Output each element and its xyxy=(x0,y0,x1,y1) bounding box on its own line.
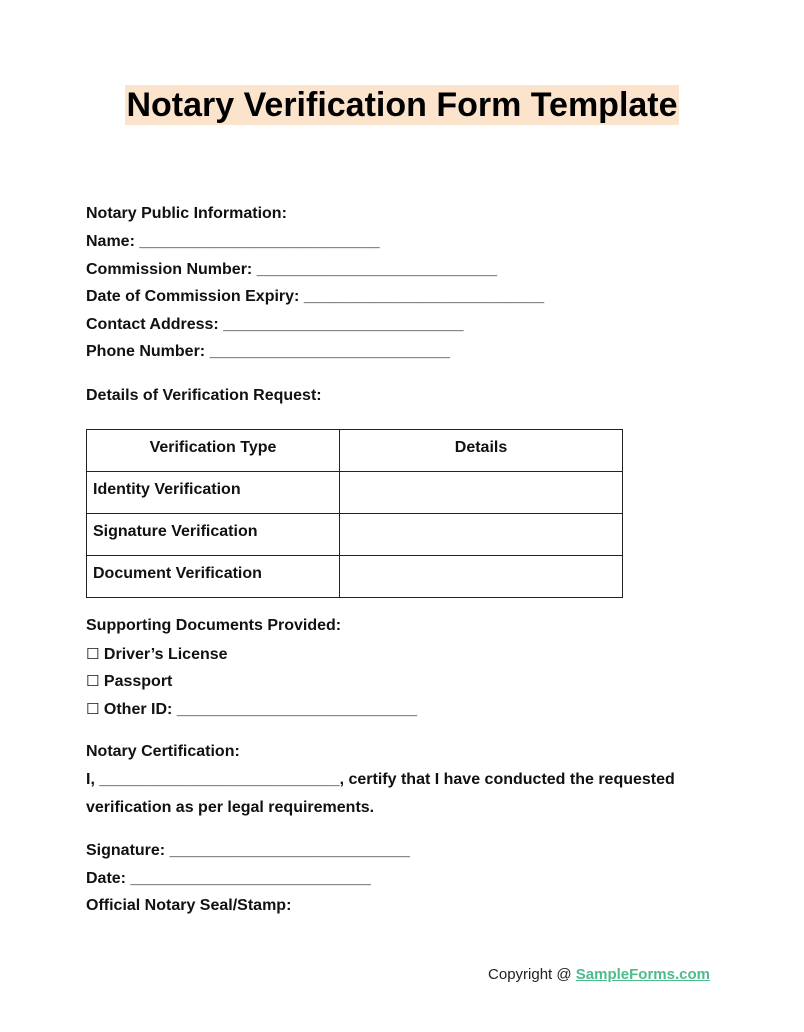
verification-type-cell: Document Verification xyxy=(87,556,340,598)
copyright-prefix: Copyright @ xyxy=(488,966,576,983)
option-label: Other ID: xyxy=(103,701,173,718)
details-cell[interactable] xyxy=(340,472,623,514)
field-label: Date: xyxy=(86,870,127,887)
field-blank[interactable]: ___________________________ xyxy=(256,261,497,278)
supporting-docs-heading: Supporting Documents Provided: xyxy=(86,617,342,634)
phone-number-field[interactable] xyxy=(86,342,450,362)
field-blank[interactable]: ___________________________ xyxy=(169,842,410,859)
certification-heading: Notary Certification: xyxy=(86,743,240,760)
field-blank[interactable]: ___________________________ xyxy=(130,870,371,887)
table-row xyxy=(87,472,623,514)
table-header-row xyxy=(87,430,623,472)
field-label: Name: xyxy=(86,233,135,250)
contact-address-field[interactable] xyxy=(86,315,463,335)
table-row xyxy=(87,514,623,556)
verification-type-cell: Signature Verification xyxy=(87,514,340,556)
option-label: Passport xyxy=(103,673,173,690)
certifier-name-blank[interactable]: ___________________________ xyxy=(99,771,340,788)
field-label: Commission Number: xyxy=(86,261,253,278)
verification-table xyxy=(86,429,623,598)
table-row xyxy=(87,556,623,598)
certification-prefix: I, xyxy=(86,771,100,788)
verification-type-cell: Identity Verification xyxy=(87,472,340,514)
request-heading: Details of Verification Request: xyxy=(86,387,322,404)
commission-number-field[interactable] xyxy=(86,260,497,280)
field-label: Phone Number: xyxy=(86,343,206,360)
signature-field[interactable] xyxy=(86,841,410,861)
checkbox-icon[interactable]: ☐ xyxy=(86,645,100,663)
page-title: Notary Verification Form Template xyxy=(126,86,678,124)
details-cell[interactable] xyxy=(340,514,623,556)
checkbox-icon[interactable]: ☐ xyxy=(86,672,100,690)
field-blank[interactable]: ___________________________ xyxy=(176,701,418,718)
field-label: Date of Commission Expiry: xyxy=(86,288,300,305)
field-blank[interactable]: ___________________________ xyxy=(209,343,450,360)
passport-option[interactable] xyxy=(86,671,172,692)
column-header-type: Verification Type xyxy=(87,430,340,472)
certification-suffix: , certify that I have conducted the requested xyxy=(339,771,675,788)
copyright-footer xyxy=(488,966,710,983)
checkbox-icon[interactable]: ☐ xyxy=(86,700,100,718)
field-blank[interactable]: ___________________________ xyxy=(139,233,380,250)
commission-expiry-field[interactable] xyxy=(86,287,544,307)
date-field[interactable] xyxy=(86,869,371,889)
field-label: Contact Address: xyxy=(86,316,219,333)
seal-stamp-label: Official Notary Seal/Stamp: xyxy=(86,897,292,914)
other-id-option[interactable] xyxy=(86,699,417,720)
option-label: Driver’s License xyxy=(103,646,228,663)
drivers-license-option[interactable] xyxy=(86,644,228,665)
title-container xyxy=(0,85,804,125)
field-label: Signature: xyxy=(86,842,166,859)
field-blank[interactable]: ___________________________ xyxy=(303,288,545,305)
details-cell[interactable] xyxy=(340,556,623,598)
column-header-details: Details xyxy=(340,430,623,472)
notary-info-heading: Notary Public Information: xyxy=(86,205,287,222)
certification-statement-line1 xyxy=(86,770,675,790)
name-field[interactable] xyxy=(86,232,380,252)
brand-link[interactable]: SampleForms.com xyxy=(575,966,710,983)
certification-statement-line2: verification as per legal requirements. xyxy=(86,799,375,816)
field-blank[interactable]: ___________________________ xyxy=(223,316,464,333)
